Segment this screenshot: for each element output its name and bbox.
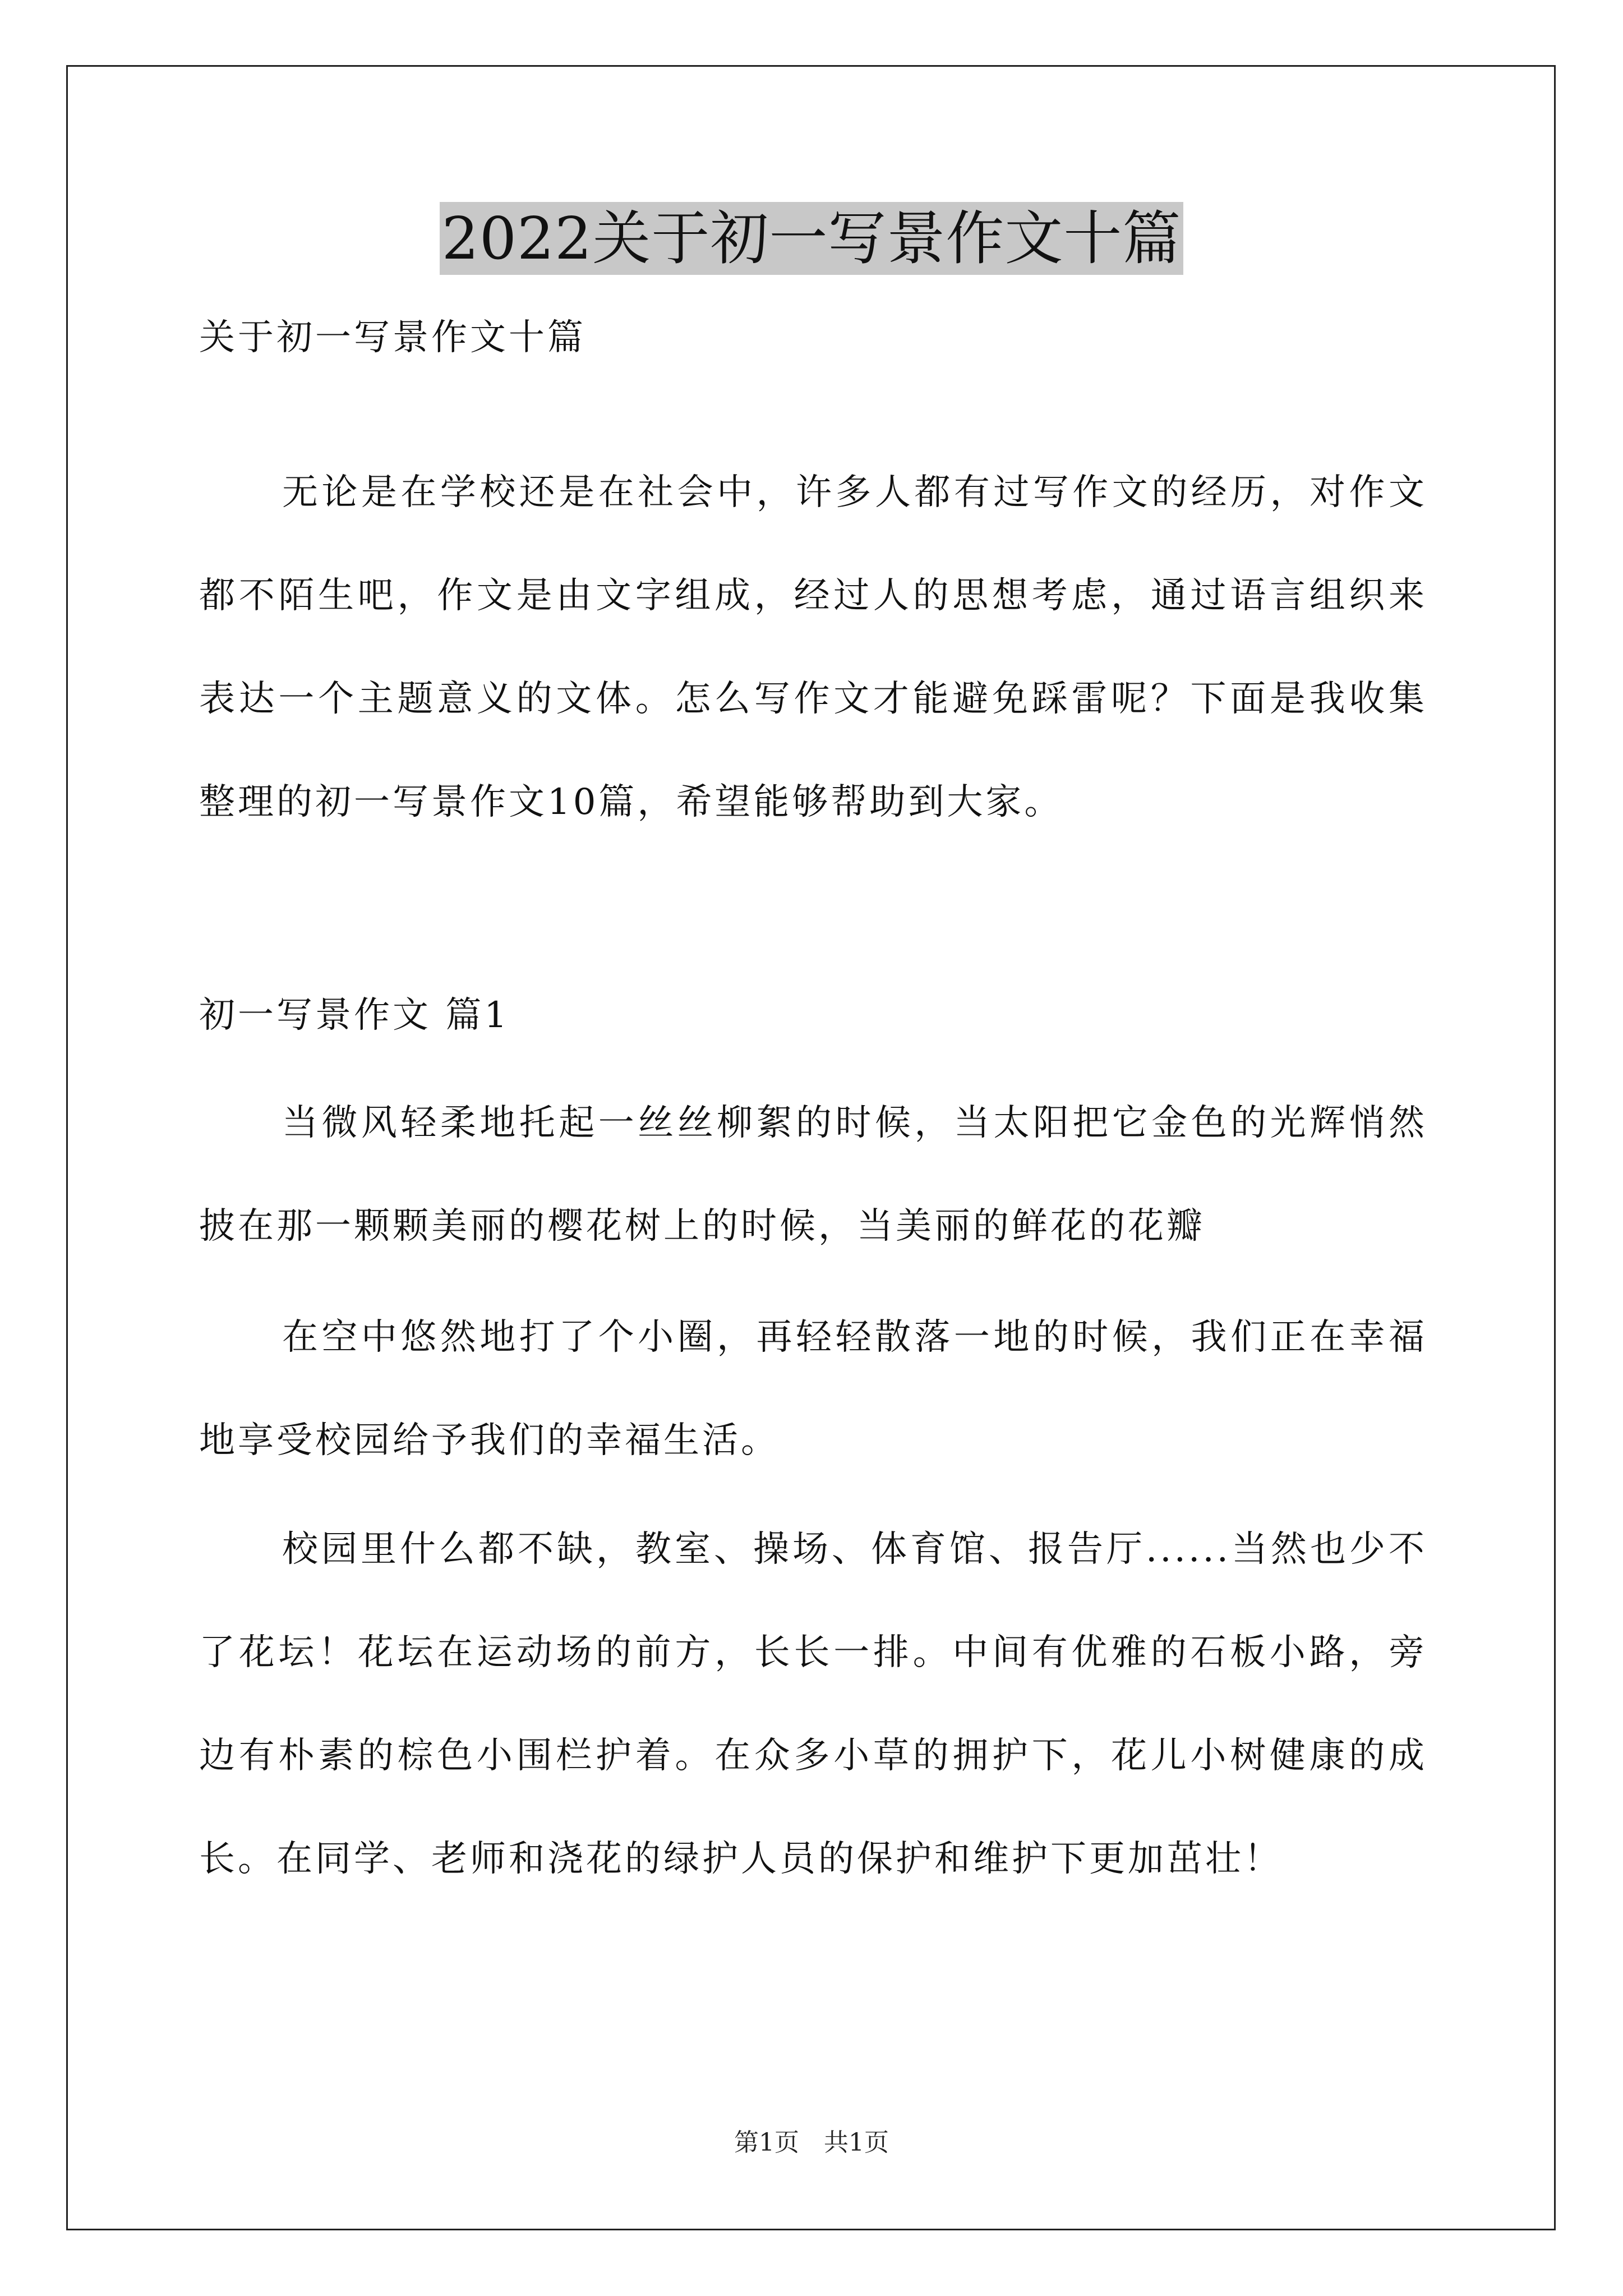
page-footer: 第1页 共1页	[734, 2128, 889, 2157]
paragraph: 校园里什么都不缺，教室、操场、体育馆、报告厅......当然也少不了花坛！花坛在运动场的前方，长长一排。中间有优雅的石板小路，旁边有朴素的棕色小围栏护着。在众多小草的拥护下，花儿小树健康的成长。在同学、老师和浇花的绿护人员的保护和维护下更加茁壮！	[199, 1529, 1427, 1880]
paragraph: 在空中悠然地打了个小圈，再轻轻散落一地的时候，我们正在幸福地享受校园给予我们的幸福生活。	[199, 1317, 1427, 1461]
paragraph: 当微风轻柔地托起一丝丝柳絮的时候，当太阳把它金色的光辉悄然披在那一颗颗美丽的樱花树上的时候，当美丽的鲜花的花瓣	[199, 1102, 1427, 1247]
document-subtitle: 关于初一写景作文十篇	[199, 317, 586, 358]
intro-paragraph: 无论是在学校还是在社会中，许多人都有过写作文的经历，对作文都不陌生吧，作文是由文字组成，经过人的思想考虑，通过语言组织来表达一个主题意义的文体。怎么写作文才能避免踩雷呢？下面是我收集整理的初一写景作文10篇，希望能够帮助到大家。	[199, 472, 1427, 823]
section-heading: 初一写景作文 篇1	[199, 995, 510, 1036]
title-container	[0, 202, 1623, 275]
document-title: 2022关于初一写景作文十篇	[440, 202, 1184, 275]
